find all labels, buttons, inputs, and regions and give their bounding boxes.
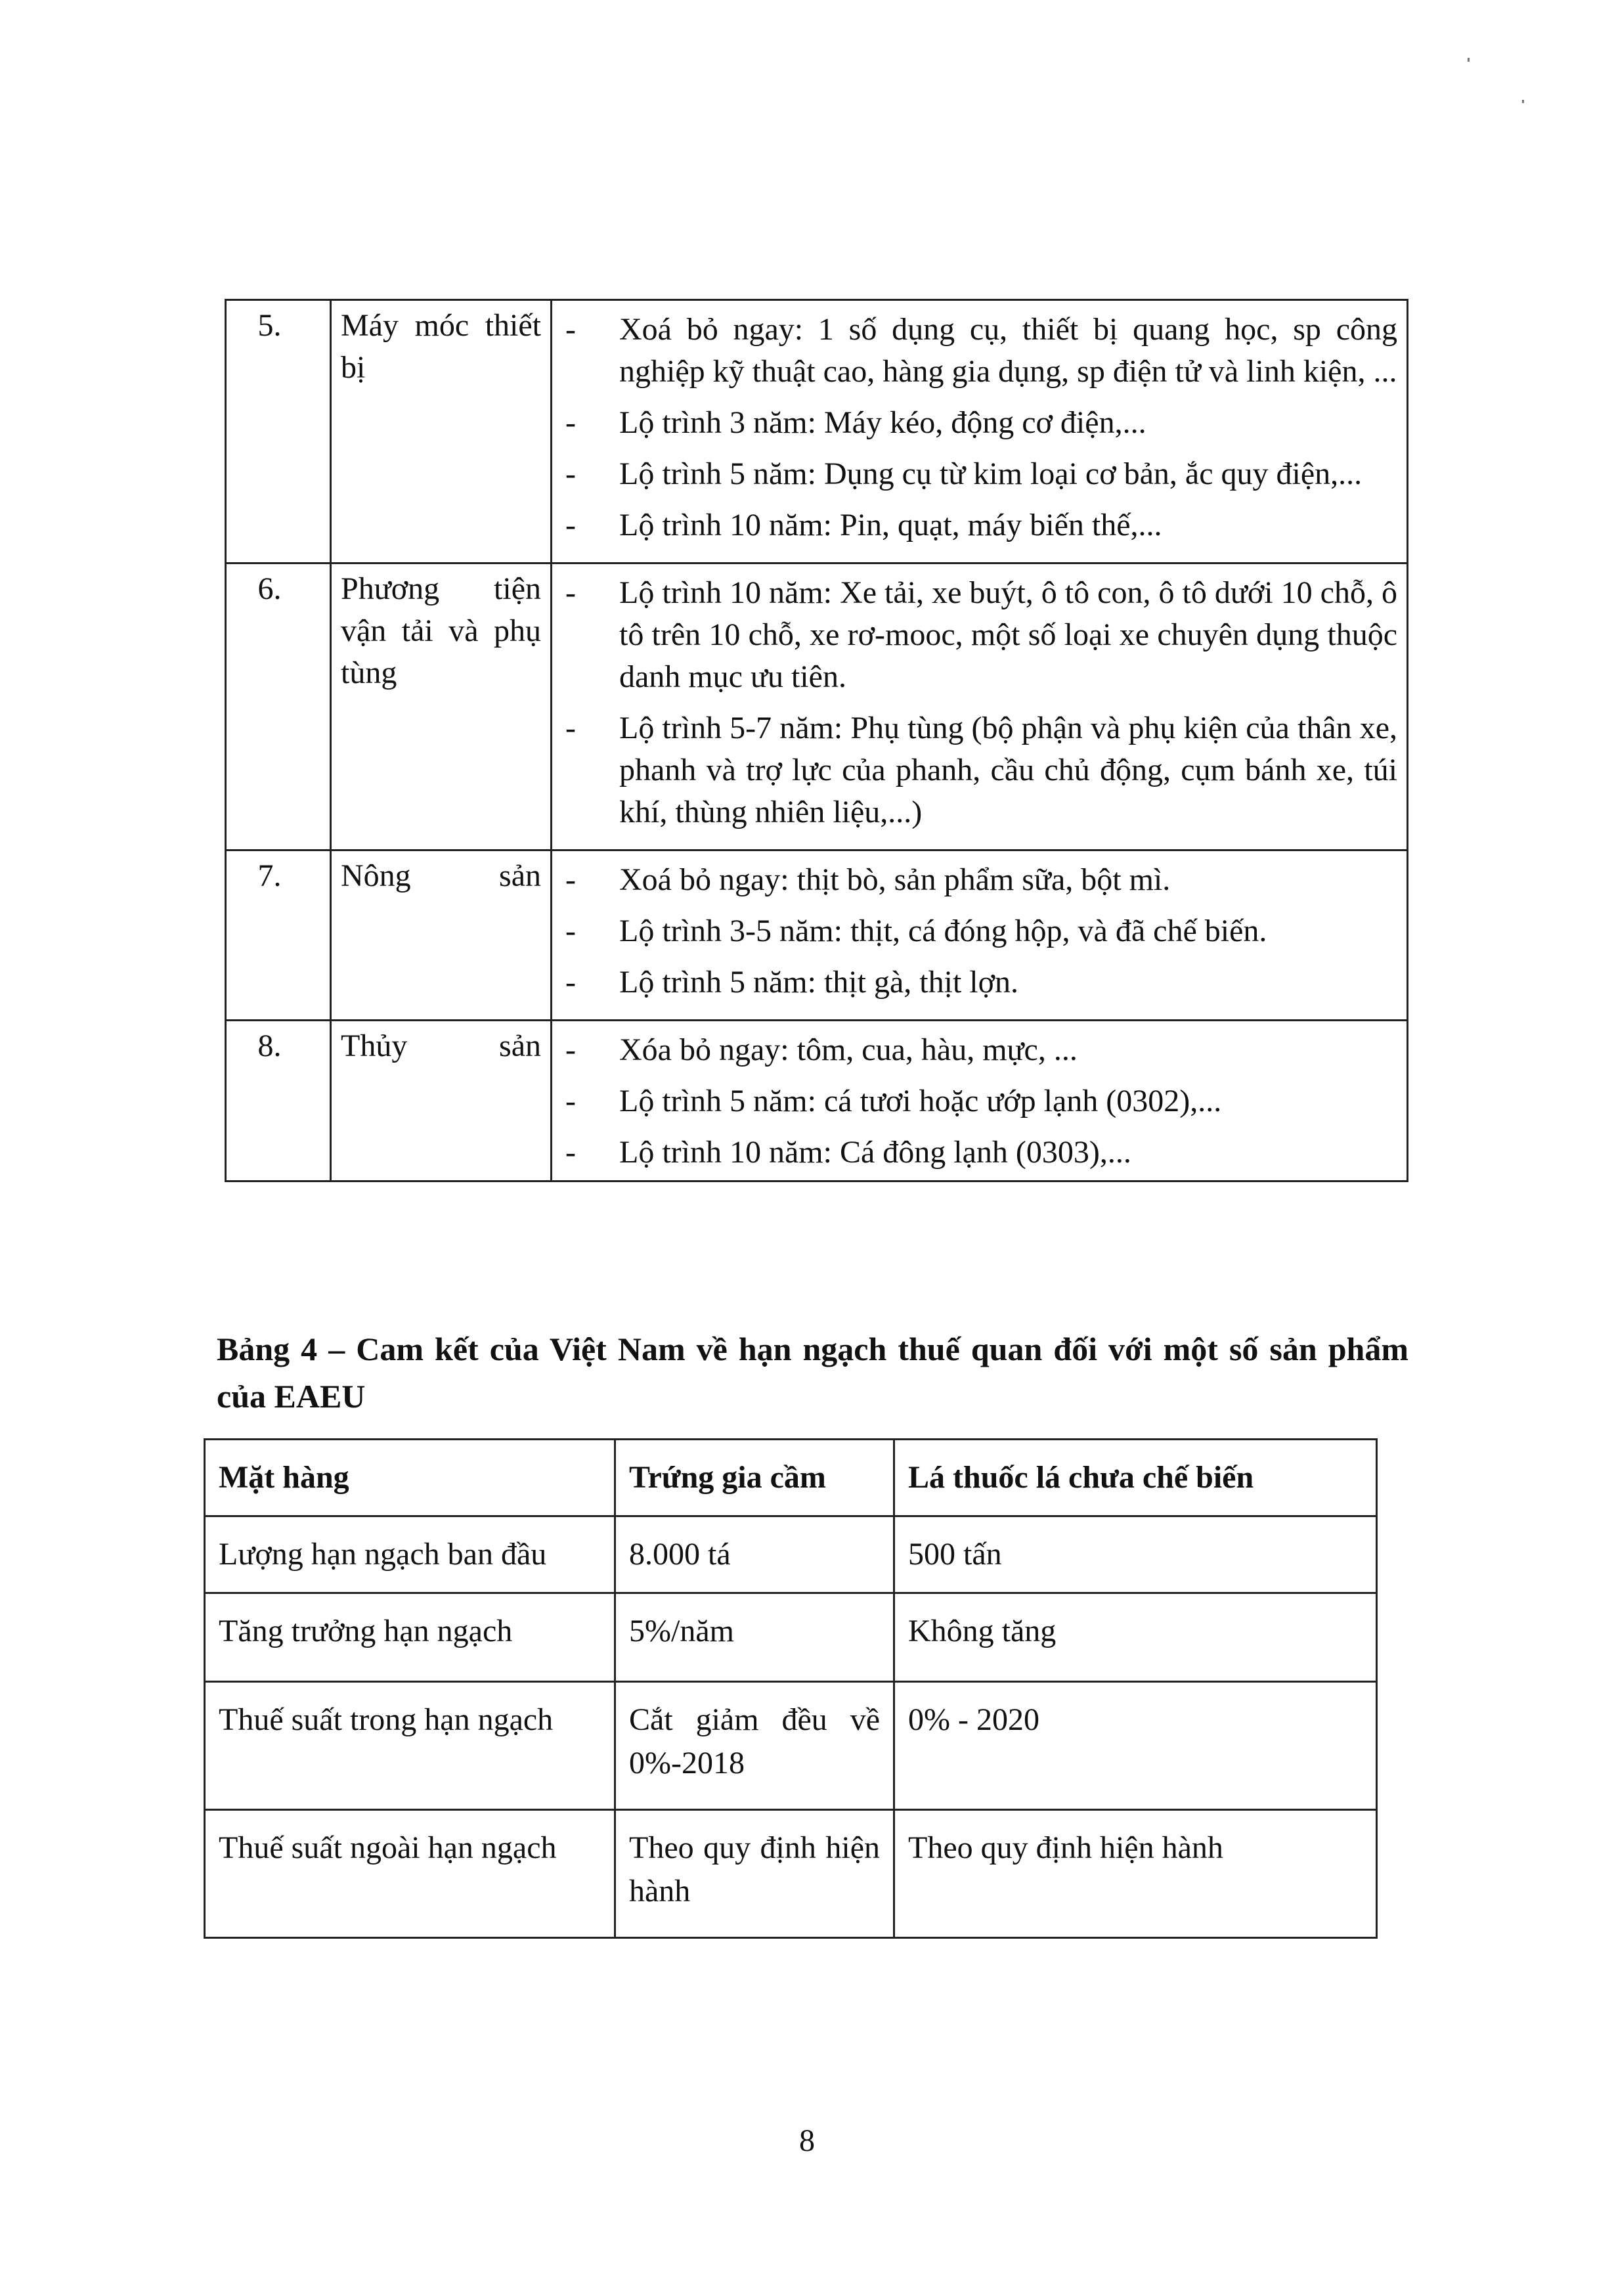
list-item: - Lộ trình 10 năm: Xe tải, xe buýt, ô tô con, ô tô dưới 10 chỗ, ô tô trên 10 chỗ, xe rơ-mooc, một số loại xe chuyên dụng thuộc danh mục ưu tiên. <box>561 572 1397 698</box>
dash-bullet: - <box>565 456 576 491</box>
list-item: - Xoá bỏ ngay: thịt bò, sản phẩm sữa, bột mì. <box>561 859 1397 901</box>
table-cell: Theo quy định hiện hành <box>615 1810 894 1938</box>
table-cell: Thuế suất ngoài hạn ngạch <box>205 1810 615 1938</box>
dash-bullet: - <box>565 862 576 897</box>
list-item: - Lộ trình 5 năm: cá tươi hoặc ướp lạnh (0302),... <box>561 1080 1397 1122</box>
table-cell: Thuế suất trong hạn ngạch <box>205 1682 615 1810</box>
table-row <box>205 1810 1377 1938</box>
dash-bullet: - <box>565 965 576 1000</box>
list-item: - Xóa bỏ ngay: tôm, cua, hàu, mực, ... <box>561 1029 1397 1071</box>
table-cell: Theo quy định hiện hành <box>894 1810 1377 1938</box>
list-item: - Lộ trình 3 năm: Máy kéo, động cơ điện,... <box>561 402 1397 444</box>
table-header-row <box>205 1440 1377 1516</box>
dash-bullet: - <box>565 1135 576 1170</box>
row-number: 5. <box>226 300 331 563</box>
table-cell: Cắt giảm đều về 0%-2018 <box>615 1682 894 1810</box>
table-cell: Lượng hạn ngạch ban đầu <box>205 1516 615 1593</box>
table-row <box>226 563 1408 850</box>
list-item: - Lộ trình 10 năm: Pin, quạt, máy biến thế,... <box>561 504 1397 546</box>
list-item: - Lộ trình 3-5 năm: thịt, cá đóng hộp, và đã chế biến. <box>561 910 1397 952</box>
category-cell: Thủy sản <box>331 1021 552 1181</box>
table-row <box>226 300 1408 563</box>
list-item: - Lộ trình 5-7 năm: Phụ tùng (bộ phận và phụ kiện của thân xe, phanh và trợ lực của phanh, cầu chủ động, cụm bánh xe, túi khí, thùng nhiên liệu,...) <box>561 707 1397 833</box>
scan-speck <box>1468 58 1470 62</box>
scan-speck <box>1522 100 1524 103</box>
product-schedule-table <box>225 299 1408 1182</box>
dash-bullet: - <box>565 312 576 347</box>
dash-bullet: - <box>565 914 576 948</box>
list-item: - Lộ trình 10 năm: Cá đông lạnh (0303),... <box>561 1132 1397 1174</box>
category-cell: Phương tiện vận tải và phụ tùng <box>331 563 552 850</box>
table-row <box>205 1593 1377 1682</box>
dash-bullet: - <box>565 1032 576 1067</box>
row-number: 8. <box>226 1021 331 1181</box>
table-row <box>226 850 1408 1021</box>
list-item: - Lộ trình 5 năm: thịt gà, thịt lợn. <box>561 961 1397 1004</box>
table-cell: Tăng trưởng hạn ngạch <box>205 1593 615 1682</box>
table-caption: Bảng 4 – Cam kết của Việt Nam về hạn ngạch thuế quan đối với một số sản phẩm của EAEU <box>217 1331 1408 1415</box>
tariff-quota-table <box>204 1438 1378 1939</box>
category-cell: Máy móc thiết bị <box>331 300 552 563</box>
list-item: - Xoá bỏ ngay: 1 số dụng cụ, thiết bị quang học, sp công nghiệp kỹ thuật cao, hàng gia dụng, sp điện tử và linh kiện, ... <box>561 309 1397 393</box>
table-cell: 8.000 tá <box>615 1516 894 1593</box>
schedule-cell <box>552 563 1408 850</box>
row-number: 7. <box>226 850 331 1021</box>
table-cell: Không tăng <box>894 1593 1377 1682</box>
dash-bullet: - <box>565 508 576 542</box>
schedule-cell <box>552 850 1408 1021</box>
table-cell: 500 tấn <box>894 1516 1377 1593</box>
dash-bullet: - <box>565 405 576 440</box>
table-cell: 5%/năm <box>615 1593 894 1682</box>
list-item: - Lộ trình 5 năm: Dụng cụ từ kim loại cơ bản, ắc quy điện,... <box>561 453 1397 495</box>
category-cell: Nông sản <box>331 850 552 1021</box>
dash-bullet: - <box>565 1084 576 1118</box>
dash-bullet: - <box>565 575 576 610</box>
table-row <box>205 1682 1377 1810</box>
column-header: Lá thuốc lá chưa chế biến <box>894 1440 1377 1516</box>
dash-bullet: - <box>565 711 576 745</box>
table-row <box>226 1021 1408 1181</box>
row-number: 6. <box>226 563 331 850</box>
column-header: Trứng gia cầm <box>615 1440 894 1516</box>
schedule-cell <box>552 1021 1408 1181</box>
table-cell: 0% - 2020 <box>894 1682 1377 1810</box>
column-header: Mặt hàng <box>205 1440 615 1516</box>
table-row <box>205 1516 1377 1593</box>
page-number: 8 <box>799 2123 815 2158</box>
schedule-cell <box>552 300 1408 563</box>
